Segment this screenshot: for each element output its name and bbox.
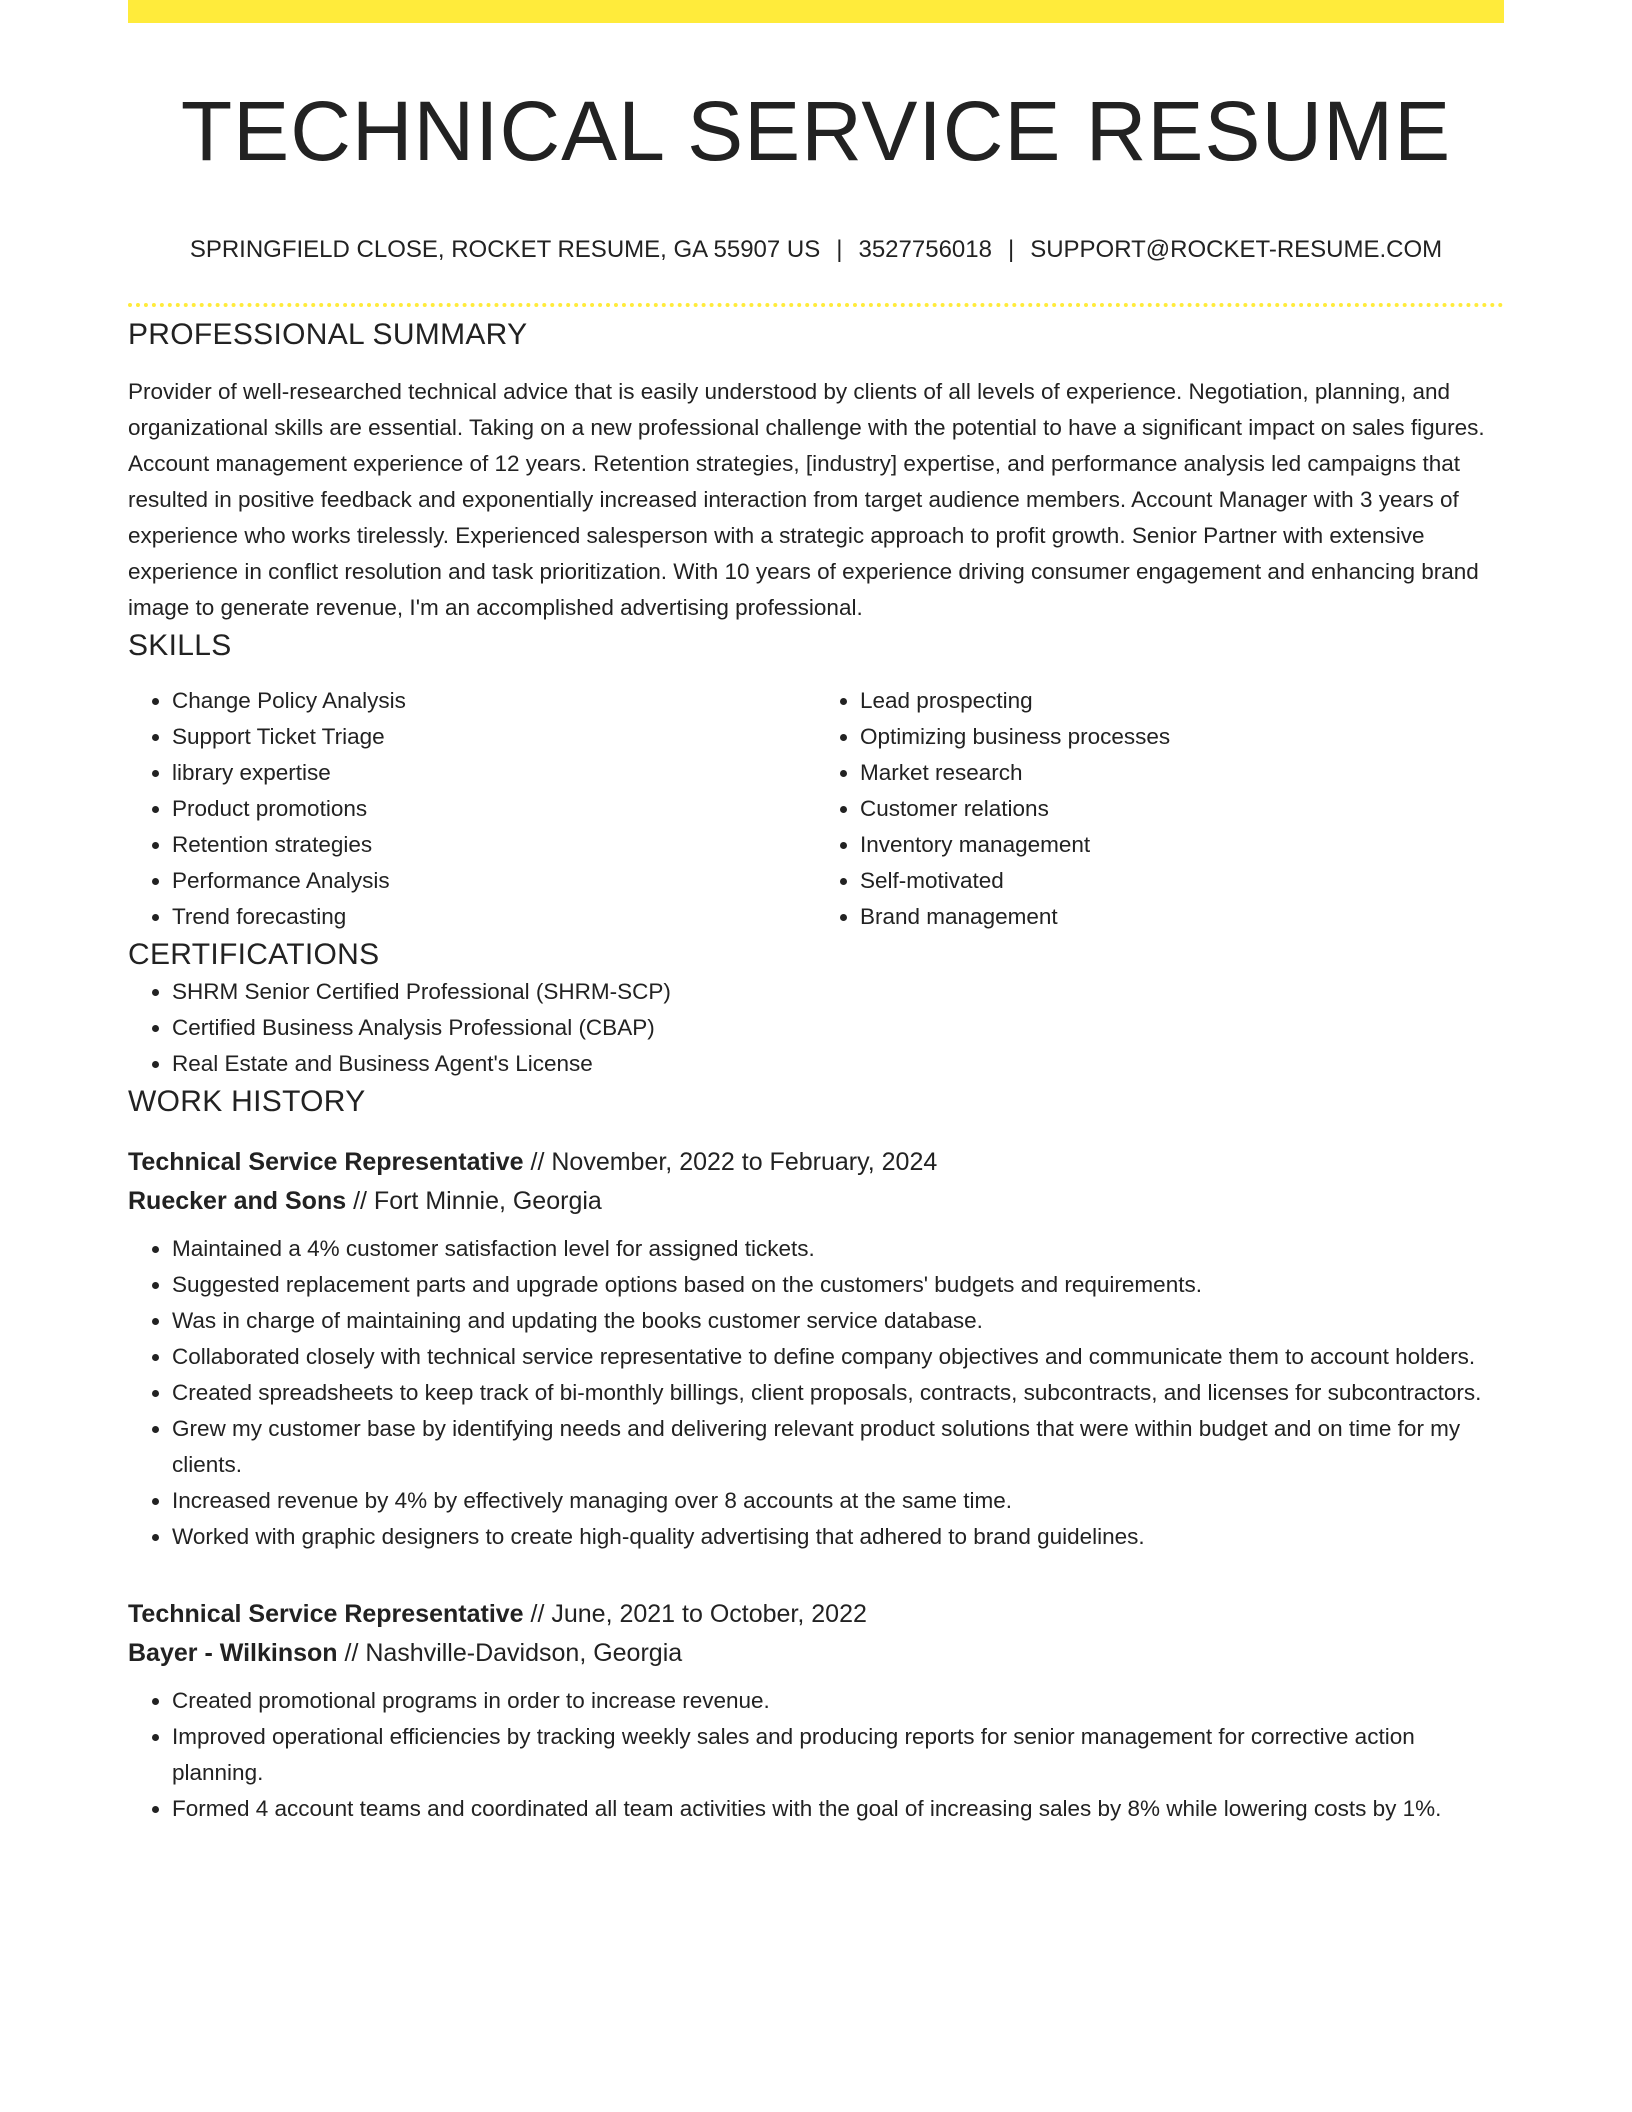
job-title: Technical Service Representative: [128, 1599, 524, 1628]
job-company: Bayer - Wilkinson: [128, 1638, 338, 1667]
job-title-line: [128, 1143, 1504, 1182]
job-bullet: • Grew my customer base by identifying needs and delivering relevant product solutions that were within budget and on time for my clients.: [172, 1411, 1504, 1483]
contact-phone[interactable]: 3527756018: [858, 235, 992, 263]
job-bullet: • Maintained a 4% customer satisfaction level for assigned tickets.: [172, 1231, 1504, 1267]
skills-list-right: [816, 683, 1504, 935]
job-title: Technical Service Representative: [128, 1147, 524, 1176]
skills-heading: SKILLS: [128, 628, 232, 662]
summary-text: Provider of well-researched technical advice that is easily understood by clients of all levels of experience. Negotiation, planning, and organizational skills are essential. Taking on a new professional challenge with the potential to have a significant impact on sales figures. Account management experience of 12 years. Retention strategies, [industry] expertise, and performance analysis led campaigns that resulted in positive feedback and exponentially increased interaction from target audience members. Account Manager with 3 years of experience who works tirelessly. Experienced salesperson with a strategic approach to profit growth. Senior Partner with extensive experience in conflict resolution and task prioritization. With 10 years of experience driving consumer engagement and enhancing brand image to generate revenue, I'm an accomplished advertising professional.: [128, 378, 1485, 620]
skill-item: • Inventory management: [860, 827, 1504, 863]
job-bullet: • Collaborated closely with technical service representative to define company objectives and communicate them to account holders.: [172, 1339, 1504, 1375]
skill-item: • Market research: [860, 755, 1504, 791]
job-dates: // June, 2021 to October, 2022: [530, 1599, 867, 1628]
skills-list-left: [128, 683, 816, 935]
skill-item: • Self-motivated: [860, 863, 1504, 899]
job-bullet: • Was in charge of maintaining and updating the books customer service database.: [172, 1303, 1504, 1339]
contact-address: SPRINGFIELD CLOSE, ROCKET RESUME, GA 55907 US: [189, 235, 821, 263]
job-company-line: [128, 1634, 1504, 1673]
job-title-line: [128, 1595, 1504, 1634]
job-bullet: • Improved operational efficiencies by tracking weekly sales and producing reports for senior management for corrective action planning.: [172, 1719, 1504, 1791]
job-company-line: [128, 1182, 1504, 1221]
contact-separator: |: [836, 235, 843, 263]
certifications-list: [128, 974, 1504, 1082]
job-bullet: • Formed 4 account teams and coordinated all team activities with the goal of increasing sales by 8% while lowering costs by 1%.: [172, 1791, 1504, 1827]
contact-separator: |: [1007, 235, 1015, 263]
skill-item: • Support Ticket Triage: [172, 719, 816, 755]
certification-item: • Certified Business Analysis Professional (CBAP): [172, 1010, 1504, 1046]
job-location: // Fort Minnie, Georgia: [353, 1186, 602, 1215]
skill-item: • Performance Analysis: [172, 863, 816, 899]
work-history-heading: WORK HISTORY: [128, 1084, 366, 1118]
resume-title: TECHNICAL SERVICE RESUME: [180, 84, 1452, 178]
certifications-heading: CERTIFICATIONS: [128, 937, 380, 971]
certification-item: • Real Estate and Business Agent's License: [172, 1046, 1504, 1082]
dotted-divider: [128, 303, 1504, 307]
contact-line: [128, 234, 1504, 265]
job-location: // Nashville-Davidson, Georgia: [344, 1638, 683, 1667]
job-bullet: • Suggested replacement parts and upgrade options based on the customers' budgets and requirements.: [172, 1267, 1504, 1303]
job-bullet: • Worked with graphic designers to create high-quality advertising that adhered to brand guidelines.: [172, 1519, 1504, 1555]
job-bullet: • Created spreadsheets to keep track of bi-monthly billings, client proposals, contracts, subcontracts, and licenses for subcontractors.: [172, 1375, 1504, 1411]
skill-item: • Brand management: [860, 899, 1504, 935]
job-bullets: [128, 1231, 1504, 1555]
job-entry: [128, 1143, 1504, 1555]
job-bullet: • Increased revenue by 4% by effectively managing over 8 accounts at the same time.: [172, 1483, 1504, 1519]
skill-item: • Customer relations: [860, 791, 1504, 827]
summary-heading: PROFESSIONAL SUMMARY: [128, 317, 528, 351]
accent-top-bar: [128, 0, 1504, 23]
job-dates: // November, 2022 to February, 2024: [530, 1147, 938, 1176]
work-history-jobs: [128, 1143, 1504, 1827]
skill-item: • Trend forecasting: [172, 899, 816, 935]
skill-item: • library expertise: [172, 755, 816, 791]
job-company: Ruecker and Sons: [128, 1186, 347, 1215]
skill-item: • Retention strategies: [172, 827, 816, 863]
certification-item: • SHRM Senior Certified Professional (SHRM-SCP): [172, 974, 1504, 1010]
contact-email[interactable]: SUPPORT@ROCKET-RESUME.COM: [1030, 235, 1443, 263]
job-bullet: • Created promotional programs in order to increase revenue.: [172, 1683, 1504, 1719]
skill-item: • Optimizing business processes: [860, 719, 1504, 755]
job-entry: [128, 1595, 1504, 1827]
skill-item: • Lead prospecting: [860, 683, 1504, 719]
skill-item: • Product promotions: [172, 791, 816, 827]
skills-columns: [128, 683, 1504, 935]
resume-page: [128, 0, 1504, 1827]
job-bullets: [128, 1683, 1504, 1827]
skill-item: • Change Policy Analysis: [172, 683, 816, 719]
